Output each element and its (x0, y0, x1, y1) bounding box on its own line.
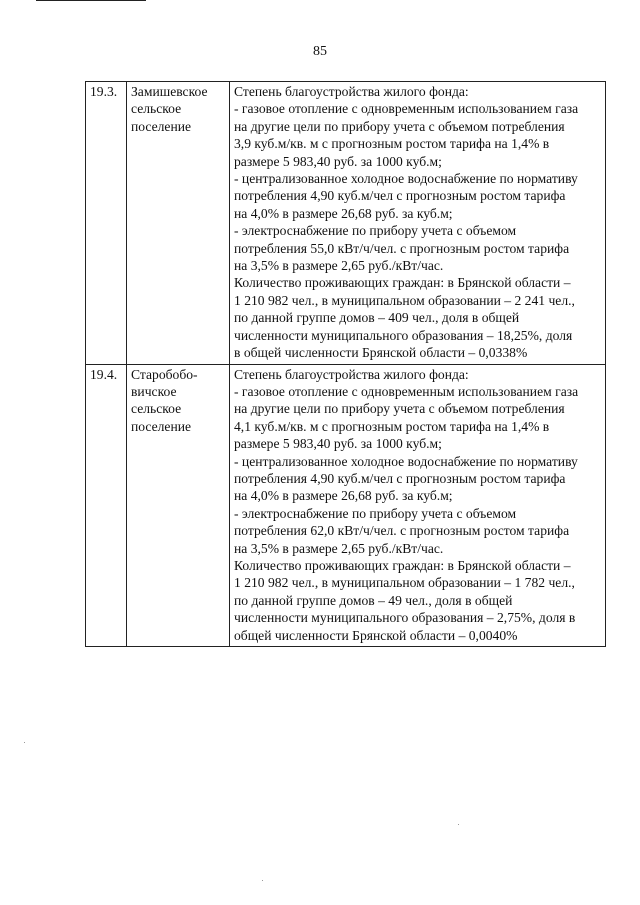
description-line: - централизованное холодное водоснабжение по нормативу (234, 171, 578, 187)
settlement-name-line: поселение (131, 118, 192, 134)
settlement-name-line: сельское (131, 101, 182, 117)
description-line: размере 5 983,40 руб. за 1000 куб.м; (234, 436, 442, 452)
description-line: потребления 4,90 куб.м/чел с прогнозным ростом тарифа (234, 188, 566, 204)
description-line: 4,1 куб.м/кв. м с прогнозным ростом тарифа на 1,4% в (234, 418, 550, 434)
settlement-name (127, 364, 230, 647)
description-line: на 3,5% в размере 2,65 руб./кВт/час. (234, 258, 444, 274)
description-line: на 4,0% в размере 26,68 руб. за куб.м; (234, 205, 453, 221)
scan-speck (458, 824, 459, 825)
description-line: 1 210 982 чел., в муниципальном образовании – 2 241 чел., (234, 292, 575, 308)
description-line: - газовое отопление с одновременным использованием газа (234, 383, 579, 399)
description-line: по данной группе домов – 49 чел., доля в общей (234, 592, 513, 608)
description-line: численности муниципального образования – 18,25%, доля (234, 327, 573, 343)
table-row (86, 82, 606, 365)
settlement-name-line: Старобобо- (131, 366, 198, 382)
description-line: потребления 4,90 куб.м/чел с прогнозным ростом тарифа (234, 470, 566, 486)
description-line: - газовое отопление с одновременным использованием газа (234, 101, 579, 117)
table-row (86, 364, 606, 647)
description-line: на другие цели по прибору учета с объемом потребления (234, 118, 565, 134)
description-line: Степень благоустройства жилого фонда: (234, 366, 469, 382)
page-number: 85 (313, 44, 327, 59)
description-line: - электроснабжение по прибору учета с объемом (234, 223, 517, 239)
settlement-name-line: Замишевское (131, 84, 208, 99)
settlement-name-line: сельское (131, 401, 182, 417)
scan-speck (24, 742, 25, 743)
description-line: потребления 62,0 кВт/ч/чел. с прогнозным ростом тарифа (234, 523, 570, 539)
settlement-name (127, 82, 230, 365)
top-edge-rule (36, 0, 146, 1)
scan-speck (262, 880, 263, 881)
description-line: численности муниципального образования – 2,75%, доля в (234, 610, 576, 626)
description-line: Степень благоустройства жилого фонда: (234, 84, 469, 99)
description-line: 3,9 куб.м/кв. м с прогнозным ростом тарифа на 1,4% в (234, 136, 550, 152)
row-number: 19.4. (86, 364, 127, 647)
description-line: Количество проживающих граждан: в Брянской области – (234, 557, 571, 573)
settlement-name-line: вичское (131, 383, 177, 399)
description-line: общей численности Брянской области – 0,0040% (234, 627, 518, 643)
municipality-table (85, 81, 606, 647)
housing-description (230, 364, 606, 647)
description-line: - электроснабжение по прибору учета с объемом (234, 505, 517, 521)
description-line: 1 210 982 чел., в муниципальном образовании – 1 782 чел., (234, 575, 575, 591)
description-line: по данной группе домов – 409 чел., доля в общей (234, 310, 520, 326)
description-line: размере 5 983,40 руб. за 1000 куб.м; (234, 153, 442, 169)
description-line: на другие цели по прибору учета с объемом потребления (234, 401, 565, 417)
description-line: на 3,5% в размере 2,65 руб./кВт/час. (234, 540, 444, 556)
description-line: потребления 55,0 кВт/ч/чел. с прогнозным ростом тарифа (234, 240, 570, 256)
description-line: Количество проживающих граждан: в Брянской области – (234, 275, 571, 291)
row-number: 19.3. (86, 82, 127, 365)
housing-description (230, 82, 606, 365)
description-line: в общей численности Брянской области – 0,0338% (234, 345, 528, 361)
settlement-name-line: поселение (131, 418, 192, 434)
description-line: на 4,0% в размере 26,68 руб. за куб.м; (234, 488, 453, 504)
description-line: - централизованное холодное водоснабжение по нормативу (234, 453, 578, 469)
